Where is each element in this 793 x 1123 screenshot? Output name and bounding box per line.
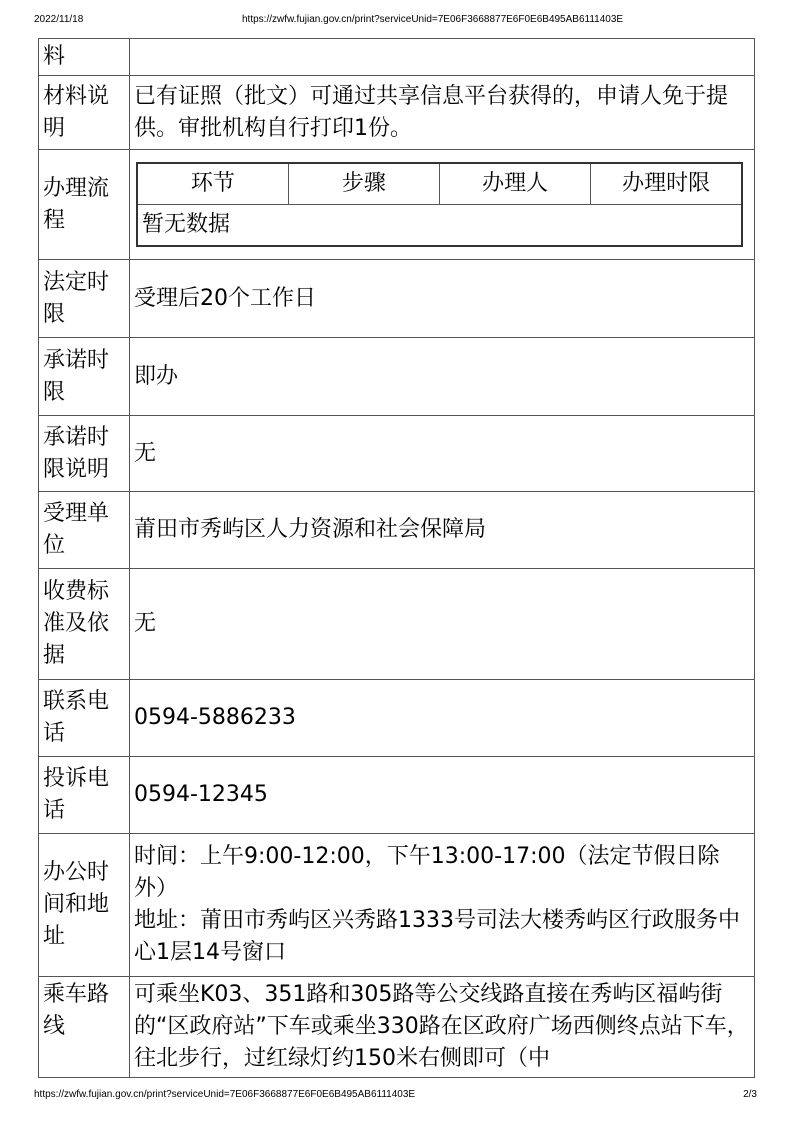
row-legal-limit bbox=[39, 260, 755, 338]
row-promise-limit bbox=[39, 338, 755, 416]
row-promise-note bbox=[39, 416, 755, 492]
process-table bbox=[136, 162, 743, 247]
row-material-note bbox=[39, 76, 755, 150]
value-transit: 可乘坐K03、351路和305路等公交线路直接在秀屿区福屿街的“区政府站”下车或乘坐330路在区政府广场西侧终点站下车，往北步行，过红绿灯约150米右侧即可（中 bbox=[130, 977, 755, 1078]
page-number: 2/3 bbox=[743, 1089, 757, 1100]
process-col-stage: 环节 bbox=[137, 163, 288, 205]
row-phone bbox=[39, 680, 755, 757]
row-office bbox=[39, 834, 755, 977]
label-phone: 联系电话 bbox=[39, 680, 130, 757]
label-promise-note: 承诺时限说明 bbox=[39, 416, 130, 492]
label-office: 办公时间和地址 bbox=[39, 834, 130, 977]
row-material-fragment bbox=[39, 39, 755, 76]
row-complaint bbox=[39, 757, 755, 834]
process-empty-row bbox=[137, 205, 742, 247]
value-material-fragment bbox=[130, 39, 755, 76]
value-material-note: 已有证照（批文）可通过共享信息平台获得的，申请人免于提供。审批机构自行打印1份。 bbox=[130, 76, 755, 150]
value-office bbox=[130, 834, 755, 977]
value-complaint: 0594-12345 bbox=[130, 757, 755, 834]
value-promise-limit: 即办 bbox=[130, 338, 755, 416]
value-legal-limit: 受理后20个工作日 bbox=[130, 260, 755, 338]
label-legal-limit: 法定时限 bbox=[39, 260, 130, 338]
service-info-sheet bbox=[38, 38, 755, 1085]
process-col-handler: 办理人 bbox=[440, 163, 591, 205]
value-fees: 无 bbox=[130, 569, 755, 680]
process-empty-text: 暂无数据 bbox=[137, 205, 742, 247]
process-col-step: 步骤 bbox=[288, 163, 439, 205]
process-header-row bbox=[137, 163, 742, 205]
label-process: 办理流程 bbox=[39, 150, 130, 260]
label-unit: 受理单位 bbox=[39, 492, 130, 569]
value-process bbox=[130, 150, 755, 260]
label-material-fragment: 料 bbox=[39, 39, 130, 76]
print-url-footer: https://zwfw.fujian.gov.cn/print?serviceUnid=7E06F3668877E6F0E6B495AB6111403E bbox=[34, 1089, 416, 1100]
row-process bbox=[39, 150, 755, 260]
label-material-note: 材料说明 bbox=[39, 76, 130, 150]
value-unit: 莆田市秀屿区人力资源和社会保障局 bbox=[130, 492, 755, 569]
value-phone: 0594-5886233 bbox=[130, 680, 755, 757]
value-promise-note: 无 bbox=[130, 416, 755, 492]
office-address: 地址：莆田市秀屿区兴秀路1333号司法大楼秀屿区行政服务中心1层14号窗口 bbox=[134, 908, 740, 965]
label-fees: 收费标准及依据 bbox=[39, 569, 130, 680]
print-date: 2022/11/18 bbox=[34, 14, 84, 25]
row-unit bbox=[39, 492, 755, 569]
row-transit bbox=[39, 977, 755, 1078]
label-complaint: 投诉电话 bbox=[39, 757, 130, 834]
label-promise-limit: 承诺时限 bbox=[39, 338, 130, 416]
service-info-table bbox=[38, 38, 755, 1078]
label-transit: 乘车路线 bbox=[39, 977, 130, 1078]
process-col-time-limit: 办理时限 bbox=[591, 163, 742, 205]
print-url-header: https://zwfw.fujian.gov.cn/print?serviceUnid=7E06F3668877E6F0E6B495AB6111403E bbox=[242, 14, 624, 25]
row-fees bbox=[39, 569, 755, 680]
office-time: 时间：上午9:00-12:00，下午13:00-17:00（法定节假日除外） bbox=[134, 844, 720, 901]
